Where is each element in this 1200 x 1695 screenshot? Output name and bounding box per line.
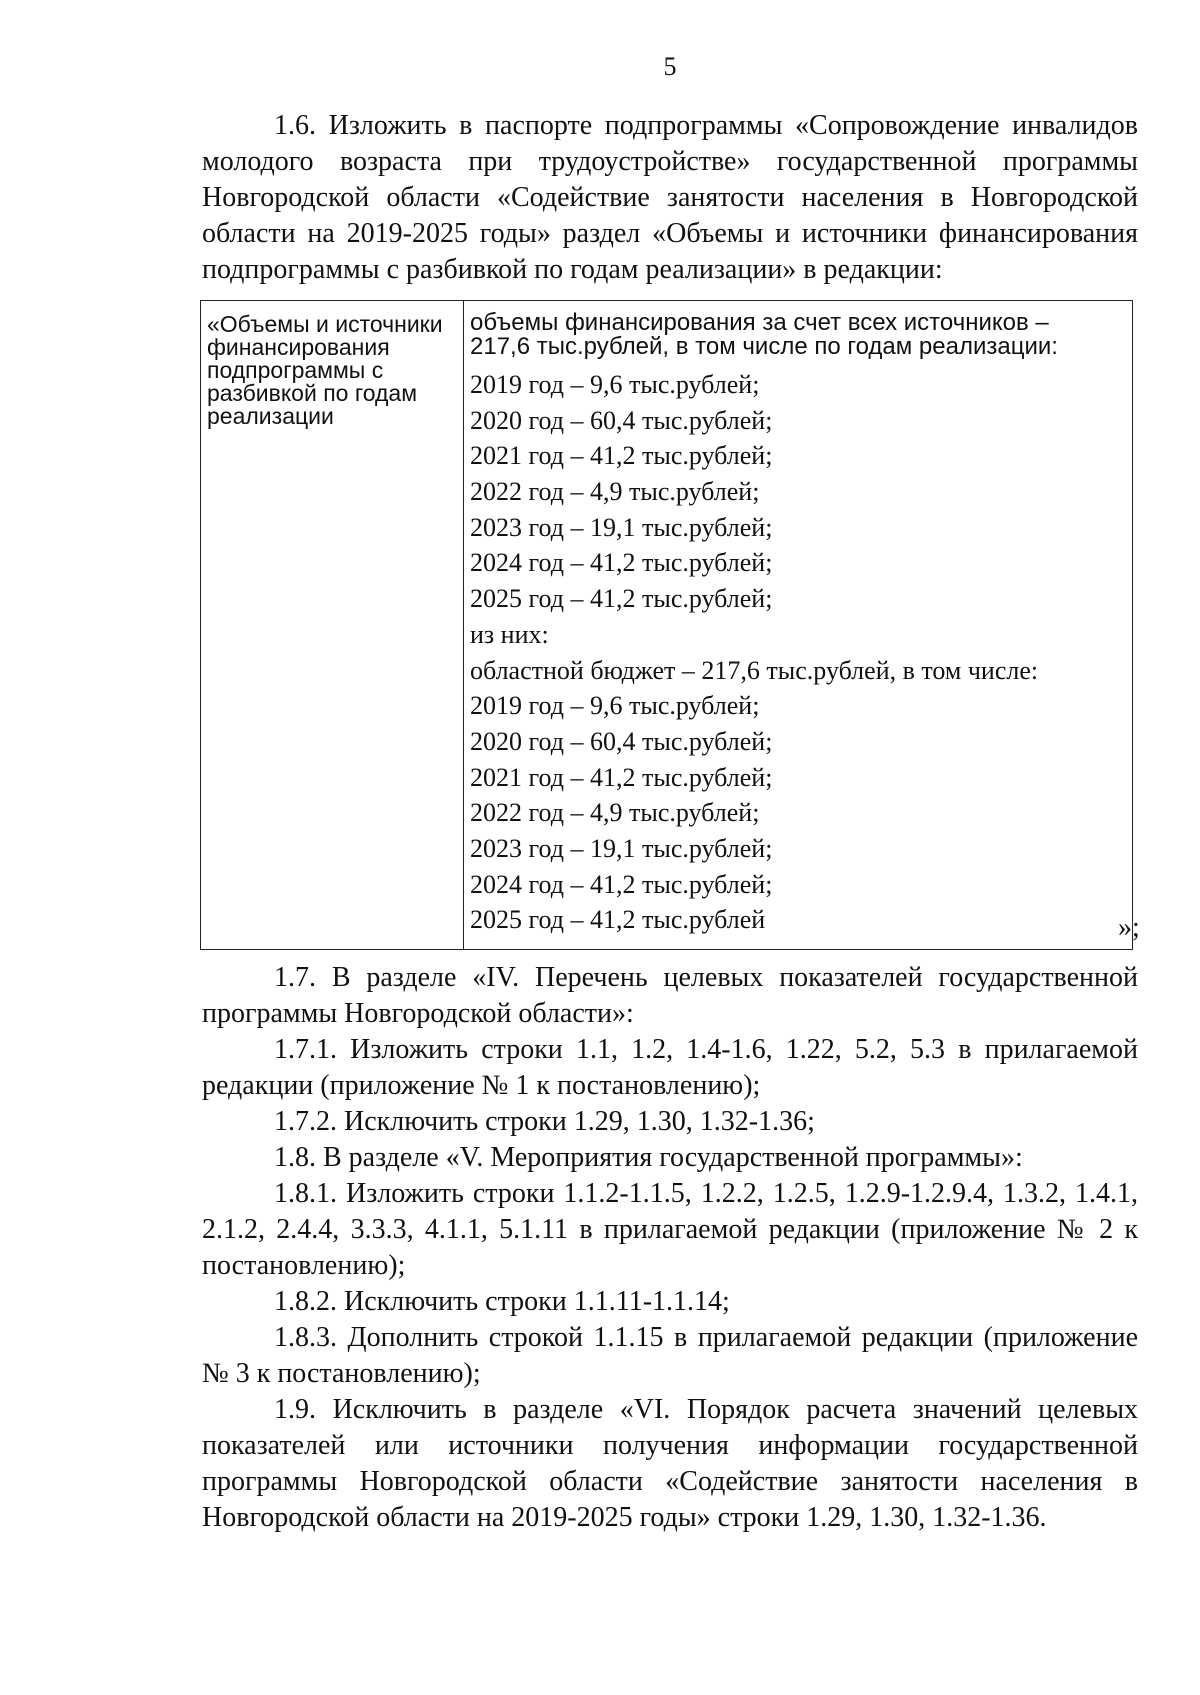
- regional-year-line: 2022 год – 4,9 тыс.рублей;: [470, 798, 760, 828]
- year-line: 2024 год – 41,2 тыс.рублей;: [470, 548, 773, 578]
- year-line: 2021 год – 41,2 тыс.рублей;: [470, 441, 773, 471]
- table-right-cell: [464, 301, 1133, 950]
- year-line: 2023 год – 19,1 тыс.рублей;: [470, 512, 773, 542]
- regional-year-line: 2019 год – 9,6 тыс.рублей;: [470, 691, 760, 721]
- financing-table: [200, 300, 1133, 950]
- regional-budget-line: областной бюджет – 217,6 тыс.рублей, в том числе:: [470, 655, 1039, 685]
- regional-year-line: 2025 год – 41,2 тыс.рублей: [470, 905, 766, 935]
- left-cell-text: «Объемы и источники финансирования подпрограммы с разбивкой по годам реализации: [207, 311, 443, 429]
- paragraph-1-7: 1.7. В разделе «IV. Перечень целевых показателей государственной программы Новгородской области»:: [202, 962, 1138, 1029]
- page-number: 5: [663, 52, 677, 81]
- of-them-line: из них:: [470, 619, 549, 649]
- paragraph-1-6: 1.6. Изложить в паспорте подпрограммы «Сопровождение инвалидов молодого возраста при трудоустройстве» государственной программы Новгородской области «Содействие занятости населения в Новгородской области на 2019-2025 годы» раздел «Объемы и источники финансирования подпрограммы с разбивкой по годам реализации» в редакции:: [202, 110, 1138, 285]
- year-line: 2019 год – 9,6 тыс.рублей;: [470, 370, 760, 399]
- paragraph-1-8-2: 1.8.2. Исключить строки 1.1.11-1.1.14;: [274, 1286, 730, 1317]
- year-line: 2020 год – 60,4 тыс.рублей;: [470, 405, 773, 435]
- right-head-line-2: 217,6 тыс.рублей, в том числе по годам реализации:: [470, 333, 1058, 360]
- paragraph-1-7-2: 1.7.2. Исключить строки 1.29, 1.30, 1.32-1.36;: [274, 1106, 815, 1137]
- year-line: 2022 год – 4,9 тыс.рублей;: [470, 477, 760, 507]
- year-line: 2025 год – 41,2 тыс.рублей;: [470, 584, 773, 614]
- closing-quote-mark: »;: [1118, 912, 1140, 943]
- paragraph-1-9: 1.9. Исключить в разделе «VI. Порядок расчета значений целевых показателей или источники получения информации государственной программы Новгородской области «Содействие занятости населения в Новгородской области на 2019-2025 годы» строки 1.29, 1.30, 1.32-1.36.: [202, 1394, 1138, 1533]
- regional-year-line: 2020 год – 60,4 тыс.рублей;: [470, 726, 773, 756]
- regional-year-line: 2021 год – 41,2 тыс.рублей;: [470, 762, 773, 792]
- paragraph-1-8-1: 1.8.1. Изложить строки 1.1.2-1.1.5, 1.2.2, 1.2.5, 1.2.9-1.2.9.4, 1.3.2, 1.4.1, 2.1.2, 2.4.4, 3.3.3, 4.1.1, 5.1.11 в прилагаемой редакции (приложение № 2 к постановлению);: [202, 1178, 1138, 1281]
- right-head-line-1: объемы финансирования за счет всех источников –: [470, 309, 1049, 336]
- regional-year-line: 2023 год – 19,1 тыс.рублей;: [470, 833, 773, 863]
- paragraph-1-8: 1.8. В разделе «V. Мероприятия государственной программы»:: [274, 1142, 1023, 1173]
- paragraph-1-8-3: 1.8.3. Дополнить строкой 1.1.15 в прилагаемой редакции (приложение № 3 к постановлению);: [202, 1322, 1138, 1389]
- paragraph-1-7-1: 1.7.1. Изложить строки 1.1, 1.2, 1.4-1.6, 1.22, 5.2, 5.3 в прилагаемой редакции (приложение № 1 к постановлению);: [202, 1034, 1138, 1101]
- table-left-cell: [201, 301, 464, 950]
- regional-year-line: 2024 год – 41,2 тыс.рублей;: [470, 869, 773, 899]
